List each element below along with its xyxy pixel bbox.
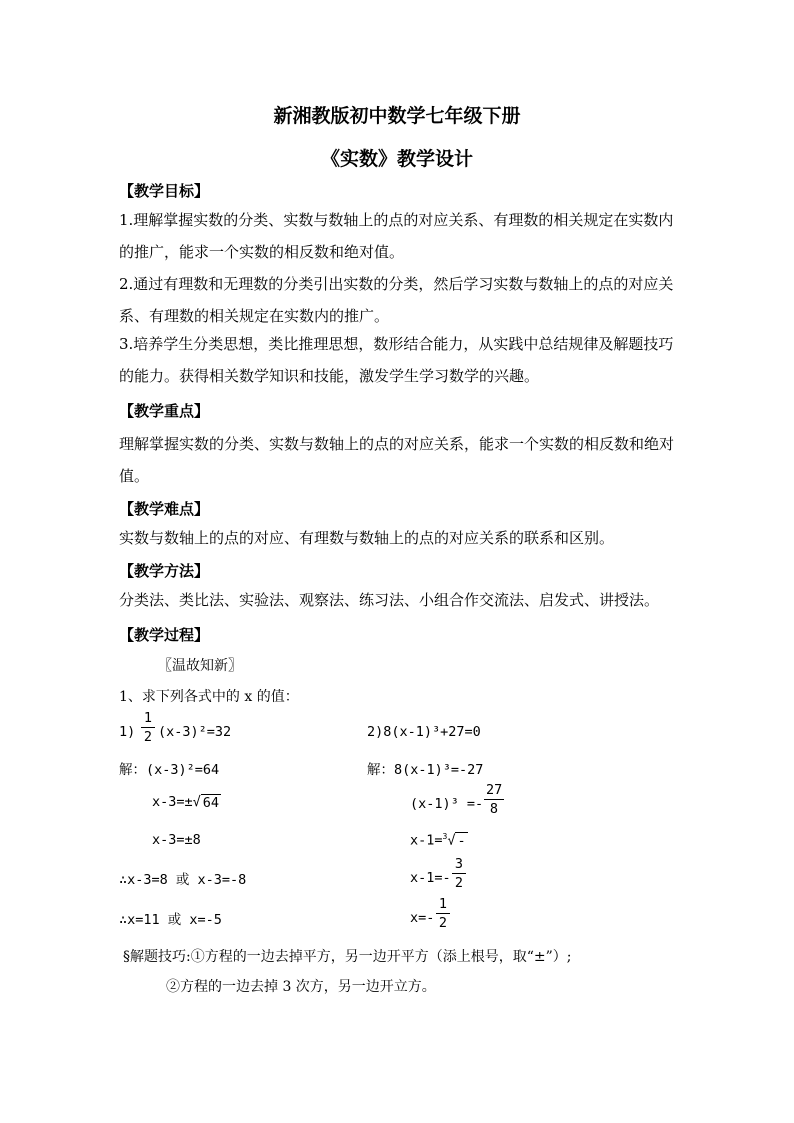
problem-1-fraction: [141, 710, 155, 745]
right-solution-step-4-fraction: [452, 856, 466, 891]
fraction-numerator: 3: [454, 856, 464, 872]
review-label: 〖温故知新〗: [158, 658, 242, 674]
problem-1-expression: (x-3)²=32: [158, 724, 232, 740]
fraction-numerator: 27: [486, 782, 503, 798]
left-solution-step-2: [152, 794, 220, 811]
fraction-numerator: 1: [143, 710, 153, 726]
problem-1-label: 1): [119, 724, 136, 740]
key-points-text: 理解掌握实数的分类、实数与数轴上的点的对应关系，能求一个实数的相反数和绝对值。: [119, 435, 675, 485]
methods-text: 分类法、类比法、实验法、观察法、练习法、小组合作交流法、启发式、讲授法。: [119, 591, 660, 609]
fraction-denominator: 2: [143, 729, 153, 745]
goal-item-1: 1.理解掌握实数的分类、实数与数轴上的点的对应关系、有理数的相关规定在实数内的推广，能求一个实数的相反数和绝对值。: [119, 211, 674, 261]
right-solution-step-5-fraction: [436, 896, 450, 931]
goal-item-3: 3.培养学生分类思想，类比推理思想，数形结合能力，从实践中总结规律及解题技巧的能力。获得相关数学知识和技能，激发学生学习数学的兴趣。: [119, 335, 674, 385]
difficulties-heading: 【教学难点】: [119, 500, 210, 518]
question-text: 1、求下列各式中的 x 的值：: [119, 689, 299, 705]
radicand: -: [457, 833, 466, 849]
fraction-bar: [141, 727, 155, 728]
process-heading: 【教学过程】: [119, 626, 210, 644]
right-solution-step-2-prefix: (x-1)³ =-: [410, 796, 484, 812]
goal-item-2: 2.通过有理数和无理数的分类引出实数的分类，然后学习实数与数轴上的点的对应关系、有理数的相关规定在实数内的推广。: [119, 275, 674, 325]
sqrt-icon: √: [447, 832, 456, 849]
root-index: 3: [442, 832, 448, 841]
sqrt-icon: √: [192, 794, 201, 810]
fraction-bar: [484, 799, 504, 800]
right-solution-step-4-prefix: x-1=-: [410, 870, 451, 886]
problem-2-expression: 2)8(x-1)³+27=0: [367, 724, 481, 740]
right-solution-step-1: 解：8(x-1)³=-27: [367, 762, 484, 778]
key-points-heading: 【教学重点】: [119, 402, 210, 420]
right-solution-step-2-fraction: [484, 782, 504, 817]
document-title: 新湘教版初中数学七年级下册: [273, 105, 521, 127]
left-solution-step-3: x-3=±8: [152, 832, 201, 848]
methods-heading: 【教学方法】: [119, 562, 210, 580]
solving-tip-2: ②方程的一边去掉 3 次方，另一边开立方。: [166, 979, 436, 995]
fraction-denominator: 2: [454, 875, 464, 891]
radicand: 64: [202, 795, 220, 811]
fraction-bar: [436, 913, 450, 914]
fraction-numerator: 1: [438, 896, 448, 912]
step-prefix: x-3=±: [152, 794, 193, 810]
goals-heading: 【教学目标】: [119, 182, 210, 200]
fraction-denominator: 2: [438, 915, 448, 931]
fraction-bar: [452, 873, 466, 874]
difficulties-text: 实数与数轴上的点的对应、有理数与数轴上的点的对应关系的联系和区别。: [119, 529, 615, 547]
solving-tip-1: §解题技巧:①方程的一边去掉平方，另一边开平方（添上根号，取“±”）;: [123, 949, 572, 965]
left-solution-step-1: 解：(x-3)²=64: [119, 762, 220, 778]
right-solution-step-5-prefix: x=-: [410, 910, 435, 926]
right-solution-step-3: [410, 832, 466, 849]
document-subtitle: 《实数》教学设计: [320, 148, 473, 170]
left-solution-step-5: ∴x=11 或 x=-5: [119, 912, 222, 928]
left-solution-step-4: ∴x-3=8 或 x-3=-8: [119, 872, 247, 888]
fraction-denominator: 8: [489, 801, 499, 817]
step-prefix: x-1=: [410, 832, 443, 849]
